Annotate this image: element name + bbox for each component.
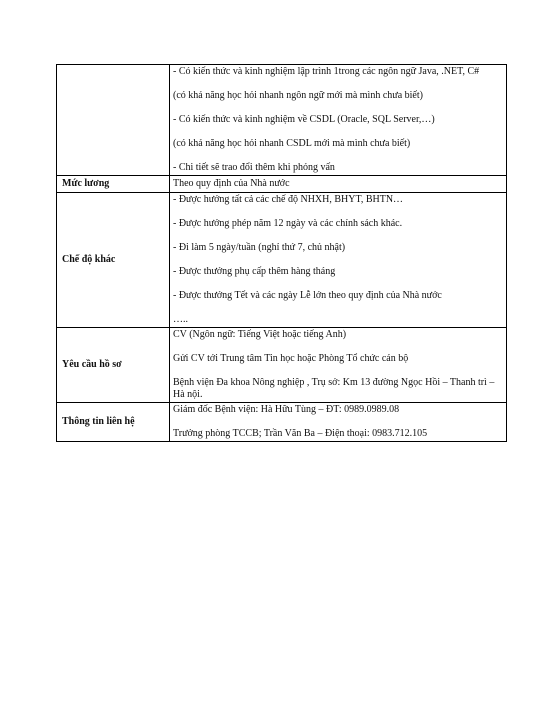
row-label: Chế độ khác — [57, 193, 170, 328]
row-label: Thông tin liên hệ — [57, 403, 170, 442]
content-line: Trưởng phòng TCCB; Trần Văn Ba – Điện thoại: 0983.712.105 — [173, 428, 428, 439]
row-content — [170, 403, 507, 442]
row-content — [170, 65, 507, 176]
table-row-requirements — [57, 65, 507, 176]
content-line: ….. — [173, 314, 188, 325]
content-line: - Được thưởng phụ cấp thêm hàng tháng — [173, 266, 336, 277]
content-line: (có khả năng học hỏi nhanh ngôn ngữ mới mà mình chưa biết) — [173, 90, 423, 101]
content-line: Theo quy định của Nhà nước — [173, 178, 290, 189]
row-label: Mức lương — [57, 176, 170, 193]
row-content — [170, 193, 507, 328]
content-line: - Chi tiết sẽ trao đổi thêm khi phỏng vấn — [173, 162, 335, 173]
content-line: Bệnh viện Đa khoa Nông nghiệp , Trụ sở: Km 13 đường Ngọc Hồi – Thanh trì – Hà nội. — [173, 377, 495, 400]
content-line: - Được hưởng phép năm 12 ngày và các chính sách khác. — [173, 218, 403, 229]
job-info-table — [56, 64, 507, 442]
table-row-salary — [57, 176, 507, 193]
content-line: - Có kiến thức và kinh nghiệm lập trình 1trong các ngôn ngữ Java, .NET, C# — [173, 66, 480, 77]
table-row-contact — [57, 403, 507, 442]
table-row-documents — [57, 328, 507, 403]
content-line: (có khả năng học hỏi nhanh CSDL mới mà mình chưa biết) — [173, 138, 411, 149]
content-line: - Được thưởng Tết và các ngày Lễ lớn theo quy định của Nhà nước — [173, 290, 442, 301]
content-line: Gửi CV tới Trung tâm Tin học hoặc Phòng Tổ chức cán bộ — [173, 353, 409, 364]
row-label — [57, 65, 170, 176]
content-line: Giám đốc Bệnh viện: Hà Hữu Tùng – ĐT: 0989.0989.08 — [173, 404, 400, 415]
content-line: - Đi làm 5 ngày/tuần (nghỉ thứ 7, chủ nhật) — [173, 242, 346, 253]
content-line: - Có kiến thức và kinh nghiệm về CSDL (Oracle, SQL Server,…) — [173, 114, 435, 125]
table-row-benefits — [57, 193, 507, 328]
row-label: Yêu cầu hồ sơ — [57, 328, 170, 403]
content-line: CV (Ngôn ngữ: Tiếng Việt hoặc tiếng Anh) — [173, 329, 347, 340]
row-content — [170, 176, 507, 193]
row-content — [170, 328, 507, 403]
content-line: - Được hưởng tất cả các chế độ NHXH, BHYT, BHTN… — [173, 194, 404, 205]
